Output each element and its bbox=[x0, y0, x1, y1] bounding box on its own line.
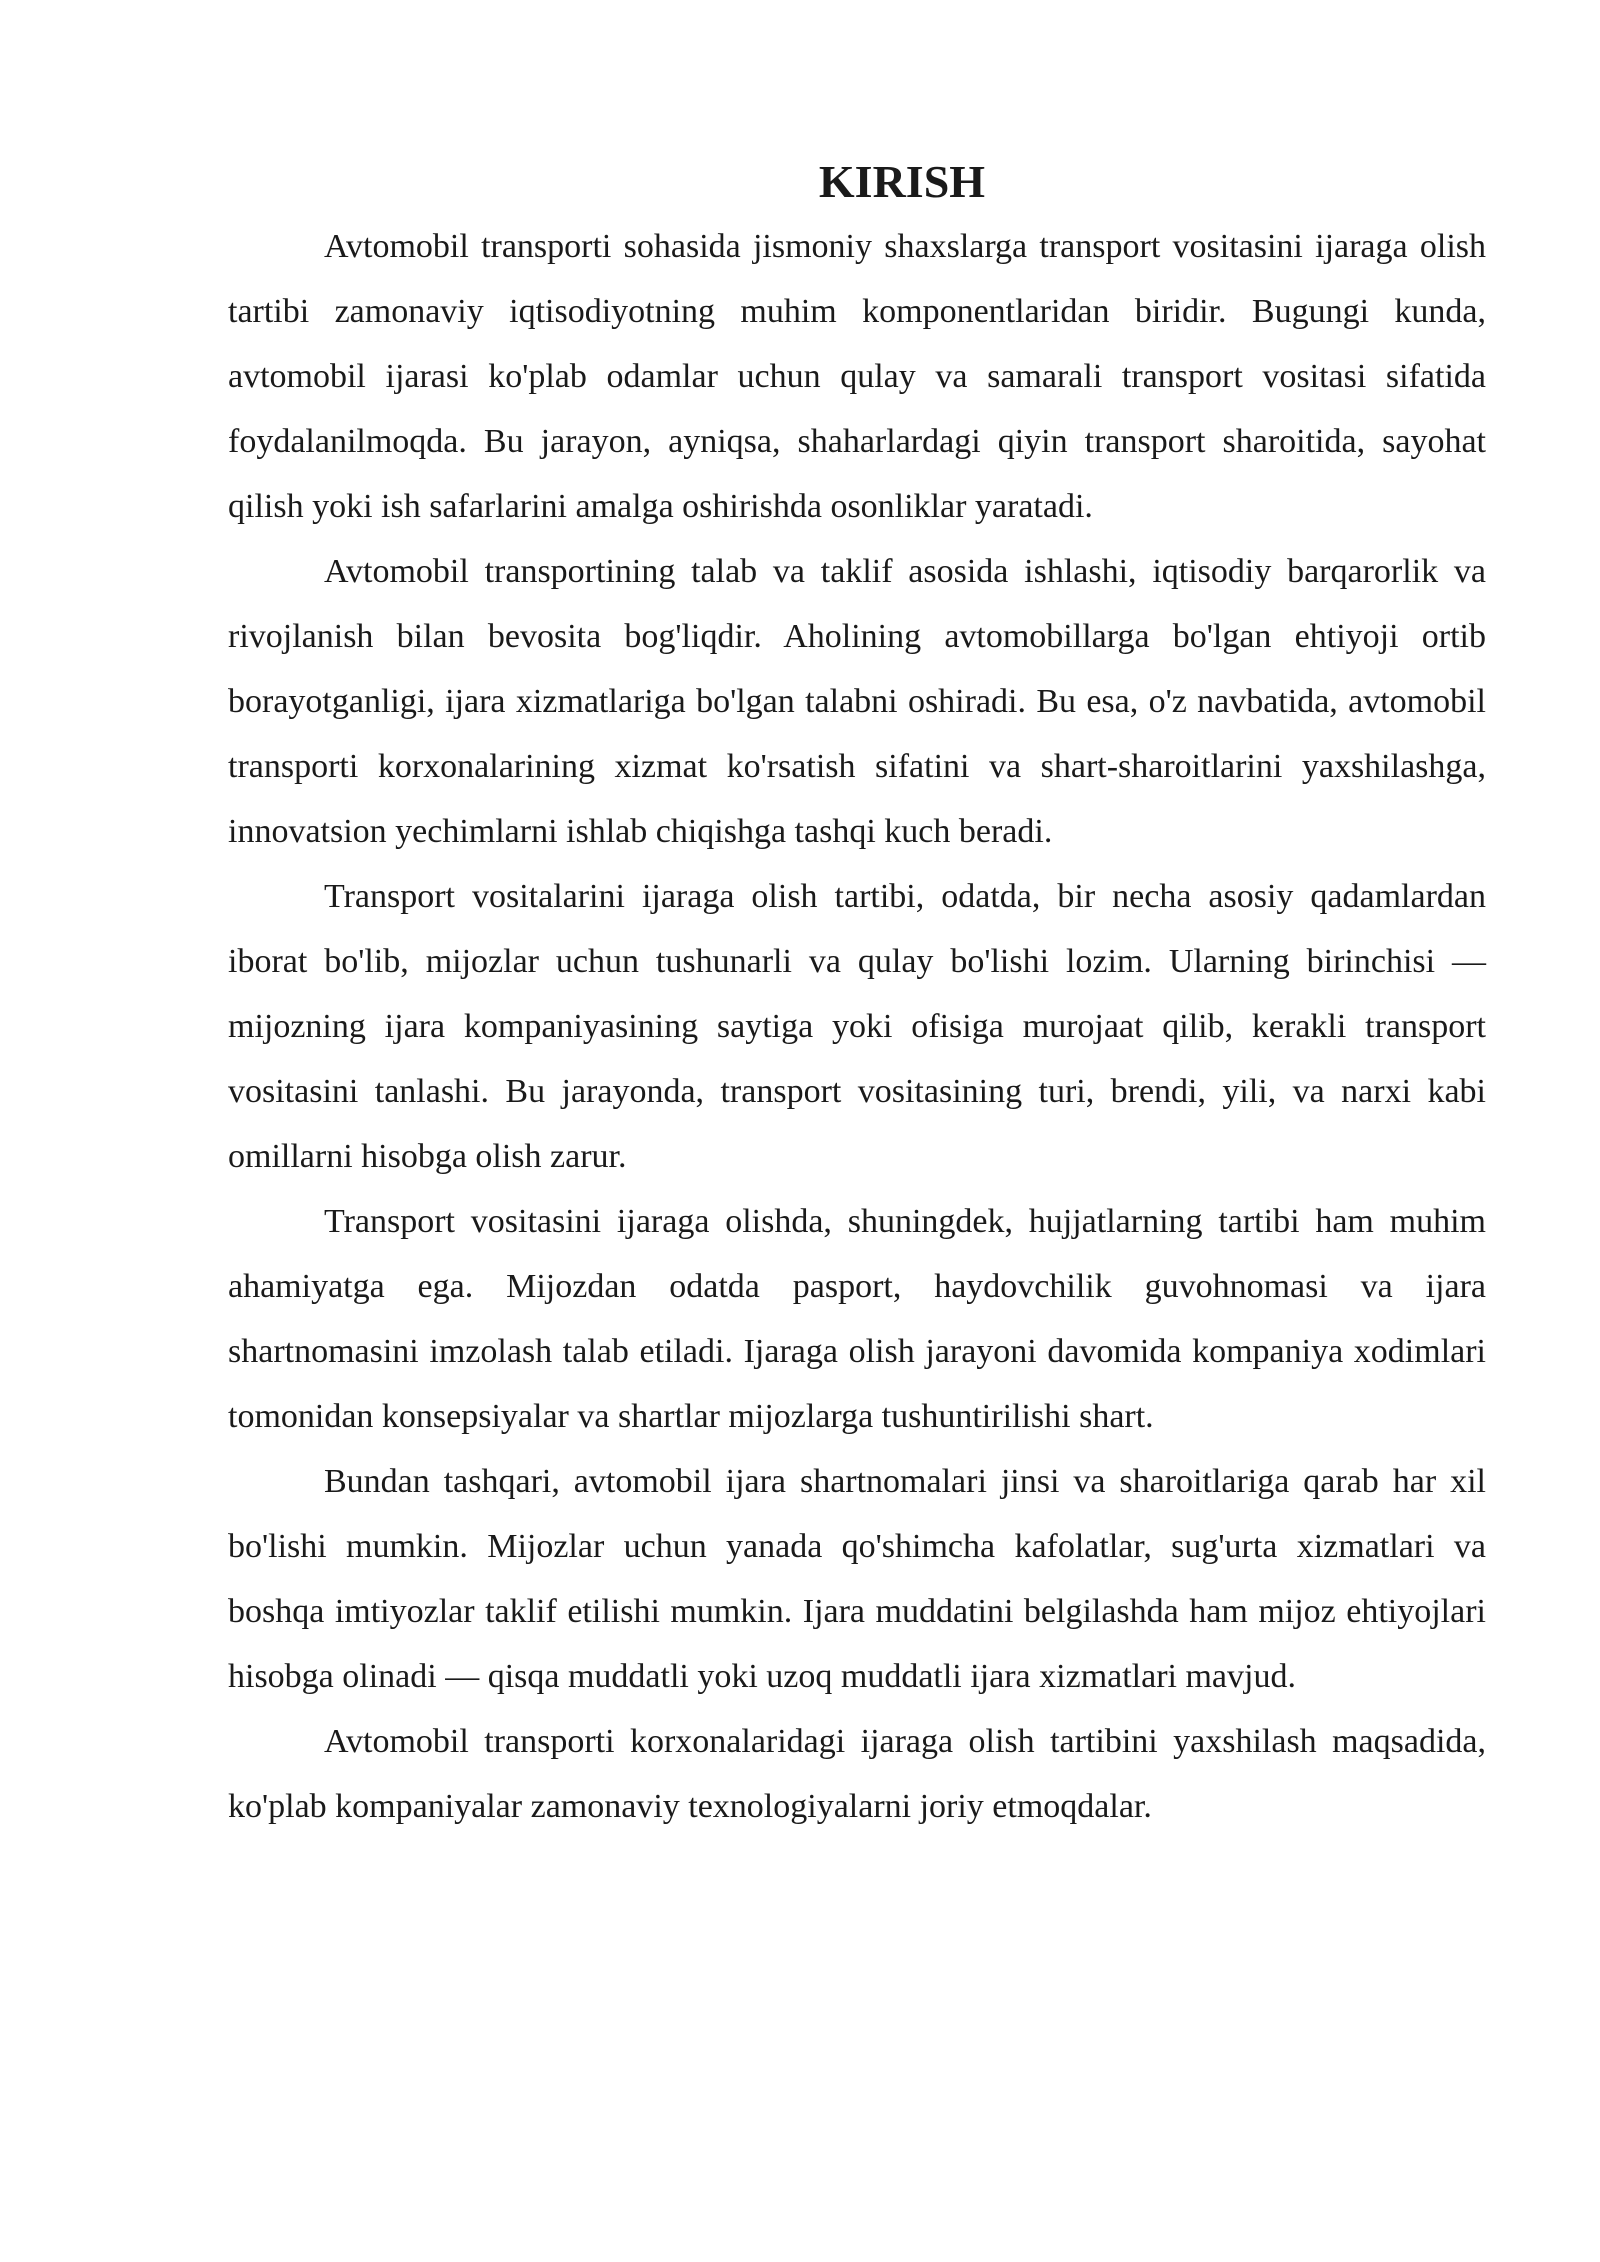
page-title: KIRISH bbox=[818, 156, 986, 207]
paragraph-1: Avtomobil transporti sohasida jismoniy shaxslarga transport vositasini ijaraga olish tartibi zamonaviy iqtisodiyotning muhim komponentlaridan biridir. Bugungi kunda, avtomobil ijarasi ko'plab odamlar uchun qulay va samarali transport vositasi sifatida foydalanilmoqda. Bu jarayon, ayniqsa, shaharlardagi qiyin transport sharoitida, sayohat qilish yoki ish safarlarini amalga oshirishda osonliklar yaratadi. bbox=[228, 228, 1486, 525]
paragraph-5: Bundan tashqari, avtomobil ijara shartnomalari jinsi va sharoitlariga qarab har xil bo'lishi mumkin. Mijozlar uchun yanada qo'shimcha kafolatlar, sug'urta xizmatlari va boshqa imtiyozlar taklif etilishi mumkin. Ijara muddatini belgilashda ham mijoz ehtiyojlari hisobga olinadi — qisqa muddatli yoki uzoq muddatli ijara xizmatlari mavjud. bbox=[228, 1463, 1486, 1695]
paragraph-6: Avtomobil transporti korxonalaridagi ijaraga olish tartibini yaxshilash maqsadida, ko'plab kompaniyalar zamonaviy texnologiyalarni joriy etmoqdalar. bbox=[228, 1723, 1486, 1825]
document-body bbox=[228, 150, 1486, 1839]
paragraph-2: Avtomobil transportining talab va taklif asosida ishlashi, iqtisodiy barqarorlik va rivojlanish bilan bevosita bog'liqdir. Aholining avtomobillarga bo'lgan ehtiyoji ortib borayotganligi, ijara xizmatlariga bo'lgan talabni oshiradi. Bu esa, o'z navbatida, avtomobil transporti korxonalarining xizmat ko'rsatish sifatini va shart-sharoitlarini yaxshilashga, innovatsion yechimlarni ishlab chiqishga tashqi kuch beradi. bbox=[228, 553, 1486, 850]
paragraph-3: Transport vositalarini ijaraga olish tartibi, odatda, bir necha asosiy qadamlardan iborat bo'lib, mijozlar uchun tushunarli va qulay bo'lishi lozim. Ularning birinchisi — mijozning ijara kompaniyasining saytiga yoki ofisiga murojaat qilib, kerakli transport vositasini tanlashi. Bu jarayonda, transport vositasining turi, brendi, yili, va narxi kabi omillarni hisobga olish zarur. bbox=[228, 878, 1486, 1175]
paragraph-4: Transport vositasini ijaraga olishda, shuningdek, hujjatlarning tartibi ham muhim ahamiyatga ega. Mijozdan odatda pasport, haydovchilik guvohnomasi va ijara shartnomasini imzolash talab etiladi. Ijaraga olish jarayoni davomida kompaniya xodimlari tomonidan konsepsiyalar va shartlar mijozlarga tushuntirilishi shart. bbox=[228, 1203, 1486, 1435]
